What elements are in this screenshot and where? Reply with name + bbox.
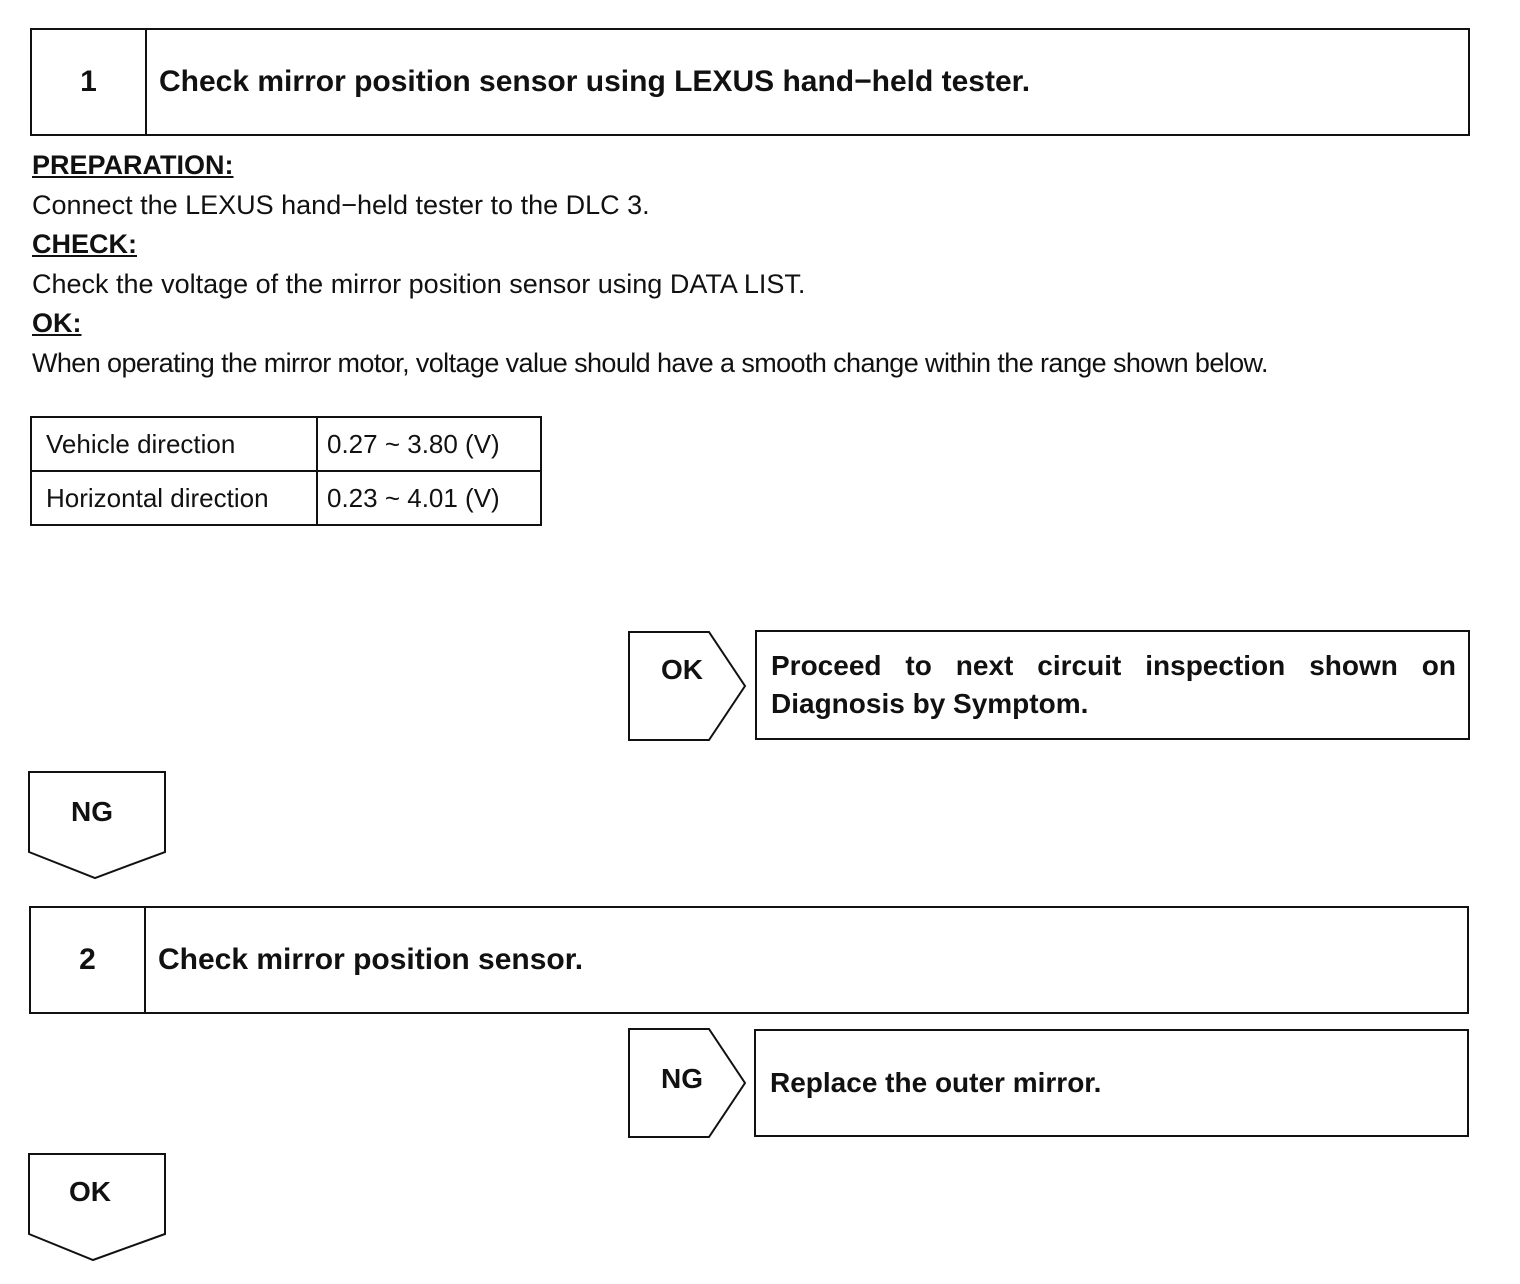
- right-arrow-icon: [627, 630, 749, 742]
- ng-arrow-2-label: NG: [661, 1063, 703, 1094]
- ok-arrow-1: [627, 630, 749, 742]
- ng-arrow-1-label: NG: [71, 796, 113, 827]
- spec-item: Vehicle direction: [31, 417, 317, 471]
- down-arrow-icon: [27, 1152, 169, 1264]
- step-1-header: [30, 28, 1470, 136]
- table-row: [31, 471, 541, 525]
- step-2-header: [29, 906, 1469, 1014]
- check-label: CHECK:: [32, 229, 137, 259]
- voltage-spec-table: [30, 416, 542, 526]
- ok-label: OK:: [32, 308, 82, 338]
- ng-result-2: [754, 1029, 1469, 1137]
- ok-arrow-2: [27, 1152, 169, 1264]
- step-1-title: Check mirror position sensor using LEXUS hand−held tester.: [159, 65, 1031, 98]
- ok-arrow-2-label: OK: [69, 1176, 111, 1207]
- ok-arrow-1-label: OK: [661, 654, 703, 685]
- ng-arrow-2: [627, 1027, 749, 1139]
- step-2-number: 2: [31, 908, 146, 1012]
- ng-result-2-text: Replace the outer mirror.: [770, 1067, 1102, 1098]
- ok-text: When operating the mirror motor, voltage value should have a smooth change within the range shown below.: [32, 348, 1268, 378]
- step-1-number: 1: [32, 30, 147, 134]
- spec-value: 0.27 ~ 3.80 (V): [317, 417, 541, 471]
- preparation-text: Connect the LEXUS hand−held tester to the DLC 3.: [32, 190, 650, 220]
- step-2-title: Check mirror position sensor.: [158, 943, 584, 976]
- spec-item: Horizontal direction: [31, 471, 317, 525]
- table-row: [31, 417, 541, 471]
- ok-result-1: [755, 630, 1470, 740]
- spec-value: 0.23 ~ 4.01 (V): [317, 471, 541, 525]
- ng-arrow-1: [27, 770, 169, 882]
- preparation-label: PREPARATION:: [32, 150, 234, 180]
- ok-result-1-text: Proceed to next circuit inspection shown on Diagnosis by Symptom.: [771, 650, 1456, 719]
- check-text: Check the voltage of the mirror position sensor using DATA LIST.: [32, 269, 806, 299]
